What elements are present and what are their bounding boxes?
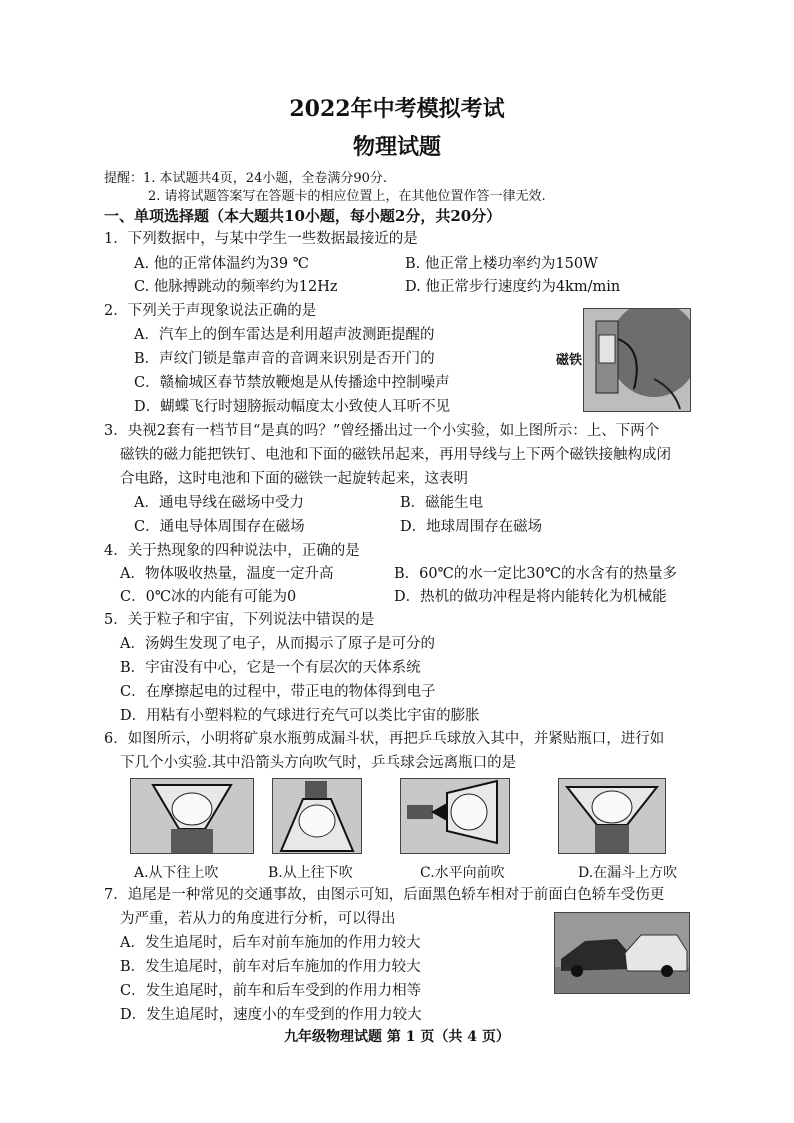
q1-option-b: B. 他正常上楼功率约为150W xyxy=(405,256,598,272)
q6-line-1: 6．如图所示，小明将矿泉水瓶剪成漏斗状，再把乒乓球放入其中，并紧贴瓶口，进行如 xyxy=(104,731,665,747)
notice-line-1: 提醒：1. 本试题共4页，24小题，全卷满分90分. xyxy=(104,171,388,186)
q6-caption-b: B.从上往下吹 xyxy=(268,865,353,881)
q6-line-2: 下几个小实验.其中沿箭头方向吹气时，乒乓球会远离瓶口的是 xyxy=(120,755,517,771)
q7-option-d: D．发生追尾时，速度小的车受到的作用力较大 xyxy=(120,1007,422,1023)
section-heading: 一、单项选择题（本大题共10小题，每小题2分，共20分） xyxy=(104,207,502,225)
q3-option-d: D．地球周围存在磁场 xyxy=(400,519,543,535)
q3-option-c: C．通电导体周围存在磁场 xyxy=(134,519,305,535)
magnet-label: 磁铁 xyxy=(556,353,583,368)
q5-stem: 5．关于粒子和宇宙，下列说法中错误的是 xyxy=(104,612,375,628)
page-footer: 九年级物理试题 第 1 页（共 4 页） xyxy=(284,1029,510,1045)
magnet-photo xyxy=(583,308,691,412)
q4-stem: 4．关于热现象的四种说法中，正确的是 xyxy=(104,543,360,559)
q4-option-b: B．60℃的水一定比30℃的水含有的热量多 xyxy=(394,566,677,582)
q2-option-d: D．蝴蝶飞行时翅膀振动幅度太小致使人耳听不见 xyxy=(134,399,451,415)
q5-option-c: C．在摩擦起电的过程中，带正电的物体得到电子 xyxy=(120,684,436,700)
exam-subtitle: 物理试题 xyxy=(352,134,441,160)
q2-option-b: B．声纹门锁是靠声音的音调来识别是否开门的 xyxy=(134,351,435,367)
q5-option-d: D．用粘有小塑料粒的气球进行充气可以类比宇宙的膨胀 xyxy=(120,708,480,724)
q6-caption-c: C.水平向前吹 xyxy=(420,865,505,881)
q7-option-a: A．发生追尾时，后车对前车施加的作用力较大 xyxy=(120,935,421,951)
notice-line-2: 2. 请将试题答案写在答题卡的相应位置上，在其他位置作答一律无效. xyxy=(148,189,546,204)
q6-caption-d: D.在漏斗上方吹 xyxy=(578,865,678,881)
q2-option-c: C．赣榆城区春节禁放鞭炮是从传播途中控制噪声 xyxy=(134,375,450,391)
q5-option-b: B．宇宙没有中心，它是一个有层次的天体系统 xyxy=(120,660,421,676)
q1-option-d: D. 他正常步行速度约为4km/min xyxy=(405,279,621,295)
q4-option-a: A．物体吸收热量，温度一定升高 xyxy=(120,566,334,582)
q4-option-c: C．0℃冰的内能有可能为0 xyxy=(120,589,297,605)
funnel-photo-a xyxy=(130,778,254,854)
car-crash-photo xyxy=(554,912,690,994)
exam-title: 2022年中考模拟考试 xyxy=(289,96,505,122)
q3-line-3: 合电路，这时电池和下面的磁铁一起旋转起来，这表明 xyxy=(120,471,468,487)
q3-line-1: 3．央视2套有一档节目“是真的吗？”曾经播出过一个小实验，如上图所示：上、下两个 xyxy=(104,423,660,439)
q1-stem: 1．下列数据中，与某中学生一些数据最接近的是 xyxy=(104,231,418,247)
q2-option-a: A．汽车上的倒车雷达是利用超声波测距提醒的 xyxy=(134,327,435,343)
q7-option-c: C．发生追尾时，前车和后车受到的作用力相等 xyxy=(120,983,422,999)
q3-option-b: B．磁能生电 xyxy=(400,495,484,511)
q7-line-2: 为严重，若从力的角度进行分析，可以得出 xyxy=(120,911,396,927)
funnel-photo-d xyxy=(558,778,666,854)
q5-option-a: A．汤姆生发现了电子，从而揭示了原子是可分的 xyxy=(120,636,435,652)
q2-stem: 2．下列关于声现象说法正确的是 xyxy=(104,303,317,319)
q6-caption-a: A.从下往上吹 xyxy=(134,865,219,881)
q3-option-a: A．通电导线在磁场中受力 xyxy=(134,495,304,511)
q7-line-1: 7．追尾是一种常见的交通事故，由图示可知，后面黑色轿车相对于前面白色轿车受伤更 xyxy=(104,887,665,903)
q4-option-d: D．热机的做功冲程是将内能转化为机械能 xyxy=(394,589,667,605)
funnel-photo-c xyxy=(400,778,510,854)
q7-option-b: B．发生追尾时，前车对后车施加的作用力较大 xyxy=(120,959,421,975)
q3-line-2: 磁铁的磁力能把铁钉、电池和下面的磁铁吊起来，再用导线与上下两个磁铁接触构成闭 xyxy=(120,447,671,463)
funnel-photo-b xyxy=(272,778,362,854)
q1-option-a: A. 他的正常体温约为39 ℃ xyxy=(134,256,309,272)
q1-option-c: C. 他脉搏跳动的频率约为12Hz xyxy=(134,279,338,295)
